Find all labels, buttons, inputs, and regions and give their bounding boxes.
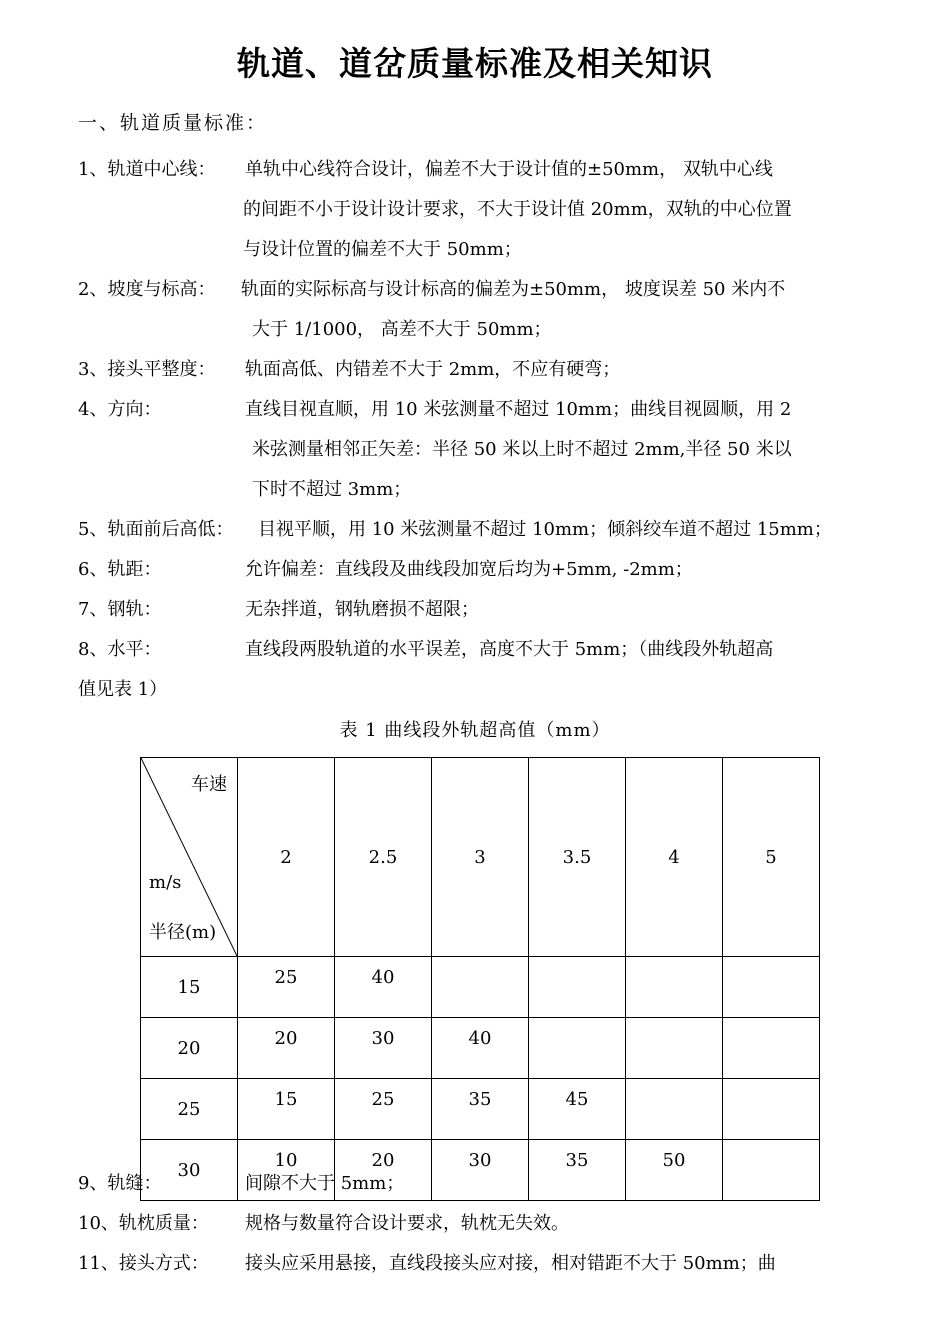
speed-header: 车速	[191, 774, 227, 795]
item-text: 直线目视直顺，用 10 米弦测量不超过 10mm；曲线目视圆顺，用 2	[245, 399, 792, 420]
value-cell: 45	[529, 1079, 626, 1140]
item-label: 11、接头方式：	[78, 1253, 209, 1274]
value-cell: 50	[626, 1140, 723, 1201]
table-row	[141, 1140, 820, 1201]
item-label: 3、接头平整度：	[78, 359, 216, 380]
value-cell: 30	[335, 1018, 432, 1079]
table-caption: 表 1 曲线段外轨超高值（mm）	[339, 720, 611, 741]
radius-cell: 15	[141, 957, 238, 1018]
item-text: 与设计位置的偏差不大于 50mm；	[243, 239, 522, 260]
item-label: 10、轨枕质量：	[78, 1213, 209, 1234]
item-text: 轨面的实际标高与设计标高的偏差为±50mm， 坡度误差 50 米内不	[241, 279, 786, 300]
value-cell: 40	[432, 1018, 529, 1079]
table-row	[141, 1018, 820, 1079]
value-cell: 20	[238, 1018, 335, 1079]
value-cell	[723, 957, 820, 1018]
speed-cell: 2.5	[335, 758, 432, 957]
value-cell	[432, 957, 529, 1018]
speed-cell: 3	[432, 758, 529, 957]
value-cell	[626, 1018, 723, 1079]
table-row	[141, 1079, 820, 1140]
item-text: 直线段两股轨道的水平误差，高度不大于 5mm；（曲线段外轨超高	[245, 639, 774, 660]
item-label: 1、轨道中心线：	[78, 159, 216, 180]
radius-cell: 20	[141, 1018, 238, 1079]
value-cell: 15	[238, 1079, 335, 1140]
value-cell: 25	[238, 957, 335, 1018]
value-cell	[723, 1018, 820, 1079]
speed-unit: m/s	[149, 872, 182, 893]
value-cell	[723, 1079, 820, 1140]
value-cell: 20	[335, 1140, 432, 1201]
value-cell	[626, 1079, 723, 1140]
item-text: 米弦测量相邻正矢差：半径 50 米以上时不超过 2mm,半径 50 米以	[252, 439, 792, 460]
value-cell: 10	[238, 1140, 335, 1201]
item-text: 规格与数量符合设计要求，轨枕无失效。	[245, 1213, 569, 1234]
item-text: 轨面高低、内错差不大于 2mm，不应有硬弯；	[245, 359, 621, 380]
value-cell: 40	[335, 957, 432, 1018]
item-text: 接头应采用悬接，直线段接头应对接，相对错距不大于 50mm；曲	[245, 1253, 776, 1274]
value-cell: 35	[432, 1079, 529, 1140]
item-label: 7、钢轨：	[78, 599, 162, 620]
item-label: 8、水平：	[78, 639, 162, 660]
section-heading: 一、轨道质量标准：	[78, 112, 268, 134]
item-text: 下时不超过 3mm；	[252, 479, 412, 500]
radius-cell: 30	[141, 1140, 238, 1201]
item-text: 允许偏差：直线段及曲线段加宽后均为+5mm, -2mm；	[245, 559, 693, 580]
value-cell	[723, 1140, 820, 1201]
item-text: 单轨中心线符合设计，偏差不大于设计值的±50mm， 双轨中心线	[245, 159, 773, 180]
speed-cell: 5	[723, 758, 820, 957]
item-label: 2、坡度与标高：	[78, 279, 216, 300]
speed-cell: 4	[626, 758, 723, 957]
item-label: 9、轨缝：	[78, 1173, 162, 1194]
value-cell	[626, 957, 723, 1018]
value-cell: 25	[335, 1079, 432, 1140]
item-text: 无杂拌道，钢轨磨损不超限；	[245, 599, 479, 620]
table-row	[141, 957, 820, 1018]
item-text: 值见表 1）	[78, 679, 168, 700]
speed-cell: 3.5	[529, 758, 626, 957]
table-corner-cell	[141, 758, 238, 957]
item-label: 4、方向：	[78, 399, 162, 420]
radius-cell: 25	[141, 1079, 238, 1140]
value-cell: 35	[529, 1140, 626, 1201]
value-cell	[529, 957, 626, 1018]
superelevation-table	[140, 757, 820, 1201]
speed-cell: 2	[238, 758, 335, 957]
page-title: 轨道、道岔质量标准及相关知识	[237, 44, 713, 83]
value-cell: 30	[432, 1140, 529, 1201]
item-label: 5、轨面前后高低：	[78, 519, 234, 540]
radius-header: 半径(m)	[149, 922, 217, 943]
item-text: 间隙不大于 5mm；	[245, 1173, 405, 1194]
item-text: 目视平顺，用 10 米弦测量不超过 10mm；倾斜绞车道不超过 15mm；	[258, 519, 832, 540]
item-text: 大于 1/1000， 高差不大于 50mm；	[252, 319, 552, 340]
value-cell	[529, 1018, 626, 1079]
item-label: 6、轨距：	[78, 559, 162, 580]
item-text: 的间距不小于设计设计要求，不大于设计值 20mm，双轨的中心位置	[243, 199, 792, 220]
